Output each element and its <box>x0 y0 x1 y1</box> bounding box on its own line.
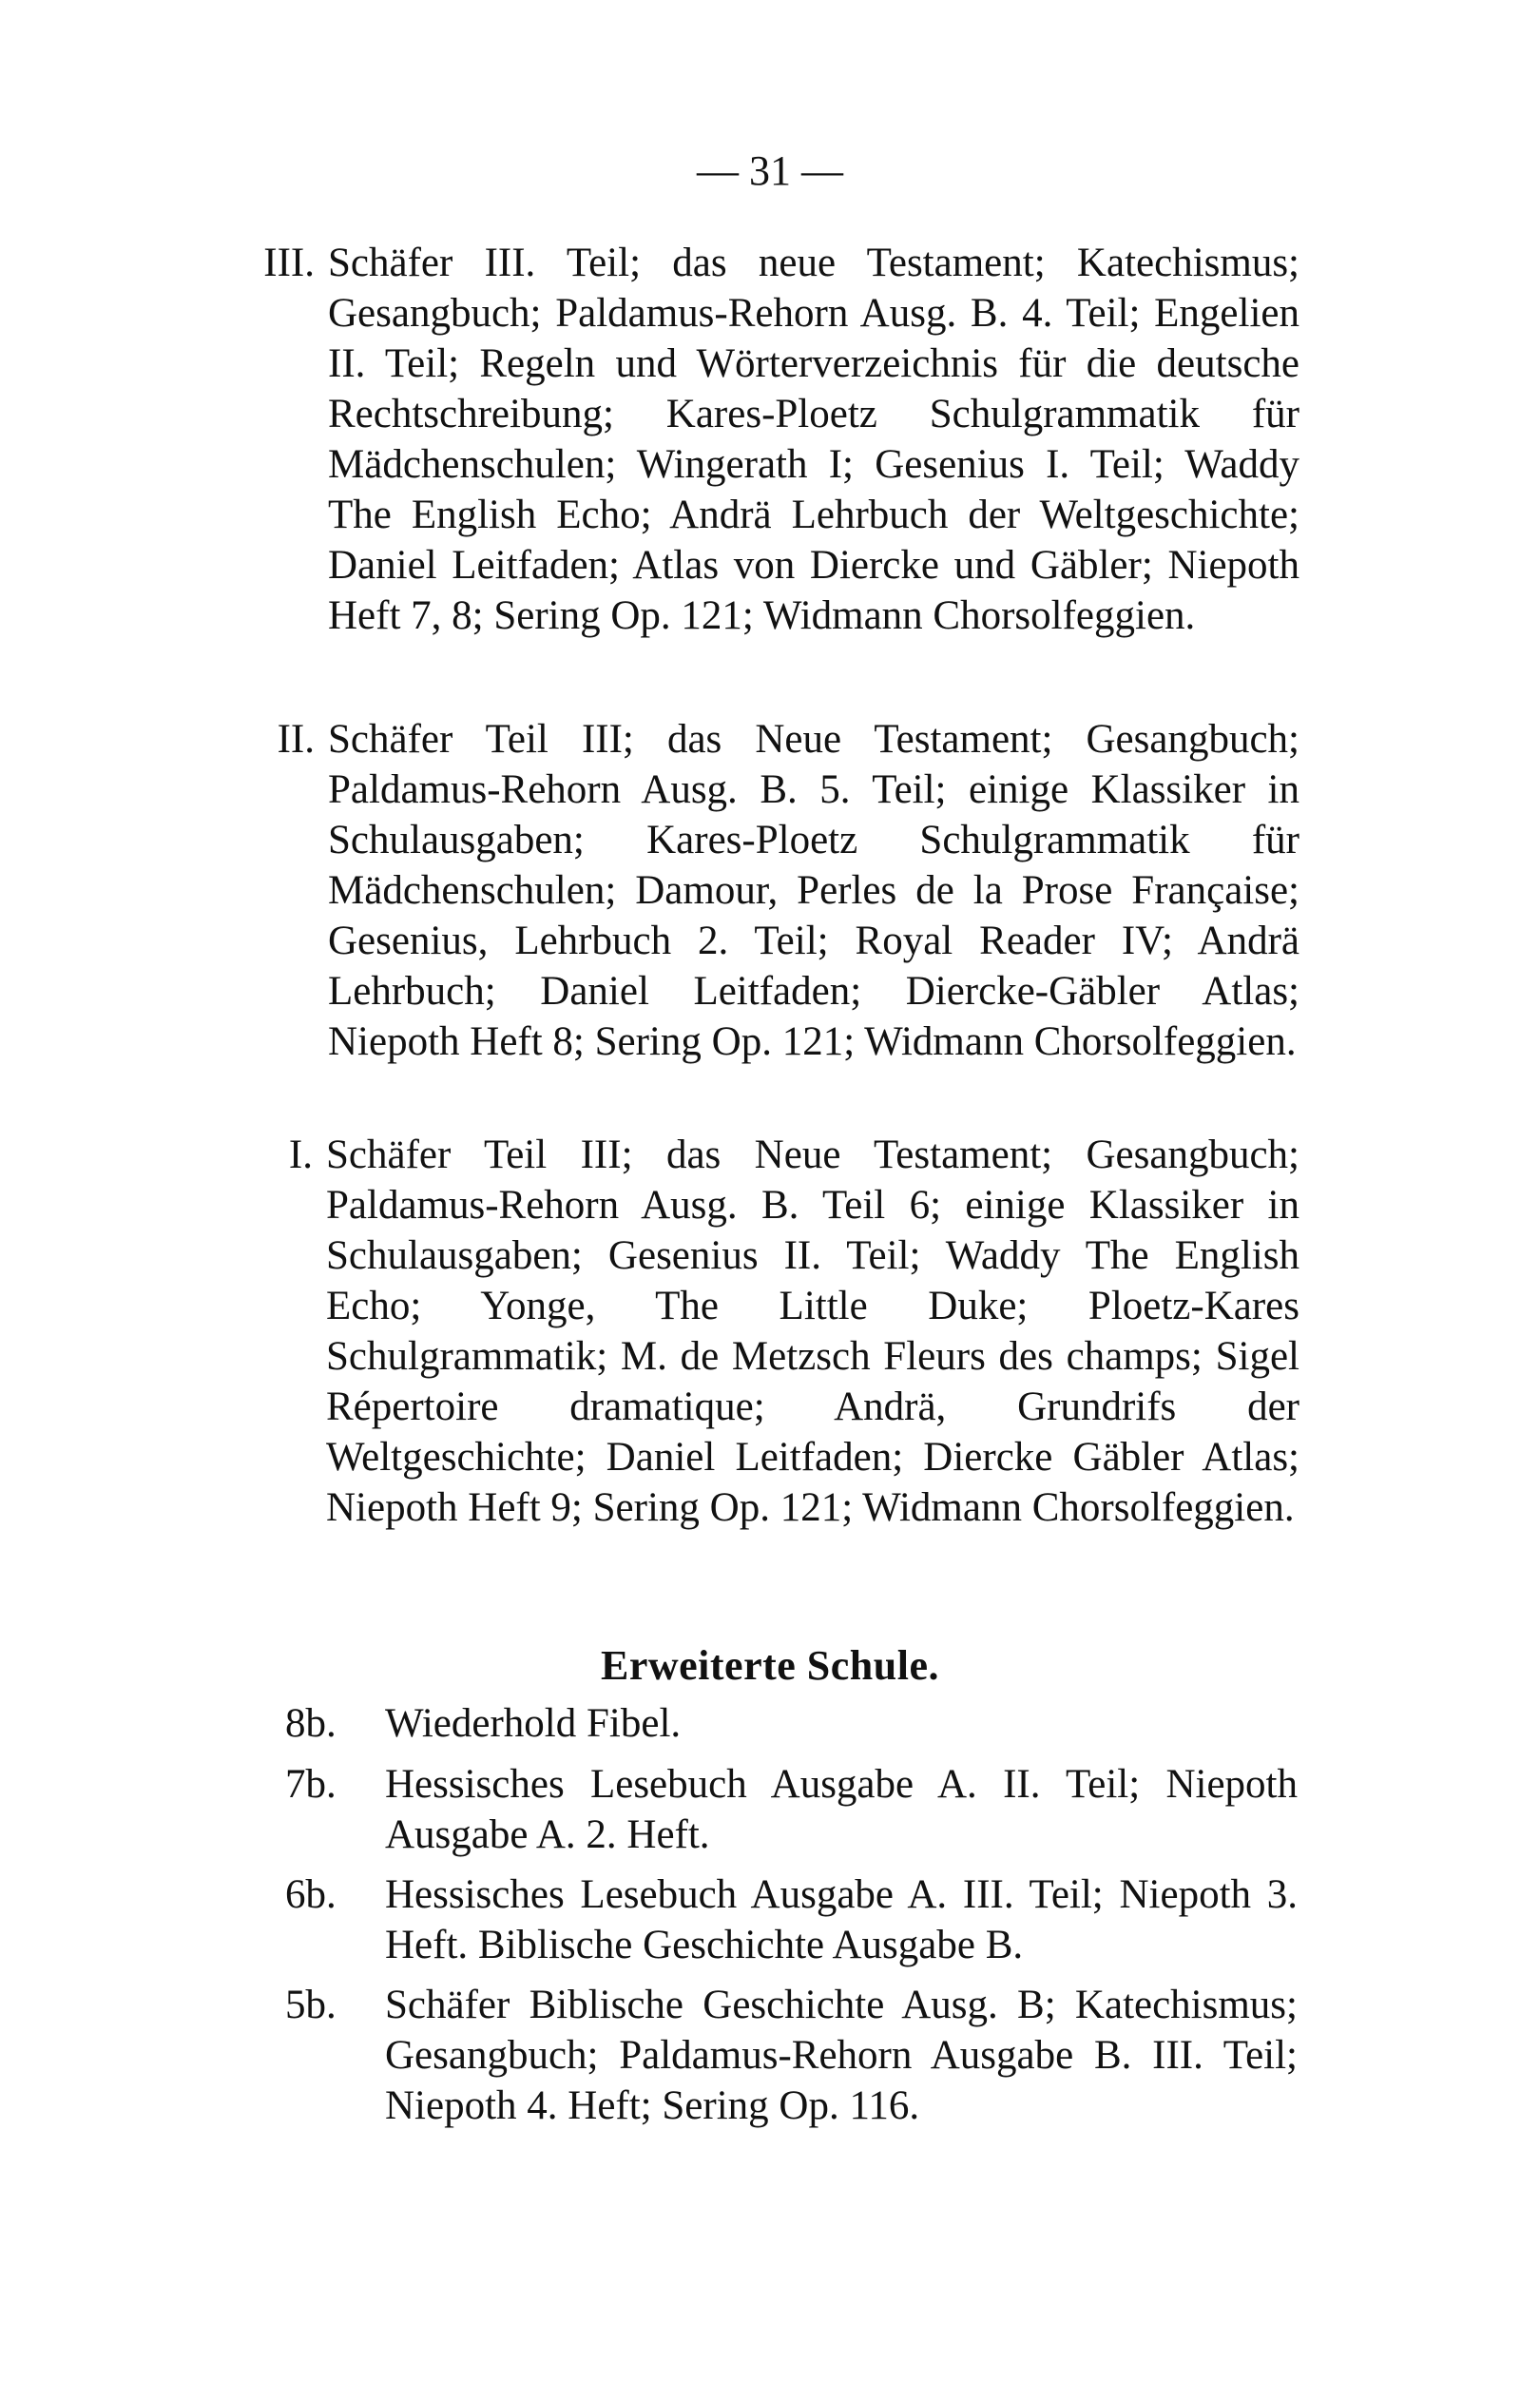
entry-6b <box>285 1869 1298 1970</box>
entry-label: 7b. <box>285 1762 337 1807</box>
page-number: — 31 — <box>697 147 843 194</box>
class-label: III. <box>263 241 315 285</box>
entry-text: Hessisches Lesebuch Ausgabe A. II. Teil; Niepoth Ausgabe A. 2. Heft. <box>385 1762 1298 1857</box>
class-text: Schäfer Teil III; das Neue Testament; Gesangbuch; Paldamus-Rehorn Ausg. B. 5. Teil; einige Klassiker in Schulausgaben; Kares-Ploetz Schulgrammatik für Mädchenschulen; Damour, Perles de la Prose Française; Gesenius, Lehrbuch 2. Teil; Royal Reader IV; Andrä Lehrbuch; Daniel Leitfaden; Diercke-Gäbler Atlas; Niepoth Heft 8; Sering Op. 121; Widmann Chorsolfeggien. <box>328 717 1299 1064</box>
entry-8b <box>285 1698 1298 1749</box>
section-heading: Erweiterte Schule. <box>601 1642 939 1689</box>
entry-text: Schäfer Biblische Geschichte Ausg. B; Katechismus; Gesangbuch; Paldamus-Rehorn Ausgabe B. III. Teil; Niepoth 4. Heft; Sering Op. 116. <box>385 1983 1298 2128</box>
entry-label: 6b. <box>285 1872 337 1917</box>
entry-text: Wiederhold Fibel. <box>385 1701 682 1746</box>
entry-label: 5b. <box>285 1983 337 2027</box>
class-text: Schäfer III. Teil; das neue Testament; Katechismus; Gesangbuch; Paldamus-Rehorn Ausg. B. 4. Teil; Engelien II. Teil; Regeln und Wörterverzeichnis für die deutsche Rechtschreibung; Kares-Ploetz Schulgrammatik für Mädchenschulen; Wingerath I; Gesenius I. Teil; Waddy The English Echo; Andrä Lehrbuch der Weltgeschichte; Daniel Leitfaden; Atlas von Diercke und Gäbler; Niepoth Heft 7, 8; Sering Op. 121; Widmann Chorsolfeggien. <box>328 241 1299 638</box>
entry-7b <box>285 1759 1298 1860</box>
entry-label: 8b. <box>285 1701 337 1746</box>
entry-5b <box>285 1980 1298 2131</box>
class-label: I. <box>288 1133 313 1177</box>
class-section-iii <box>263 238 1299 641</box>
class-text: Schäfer Teil III; das Neue Testament; Gesangbuch; Paldamus-Rehorn Ausg. B. Teil 6; einige Klassiker in Schulausgaben; Gesenius II. Teil; Waddy The English Echo; Yonge, The Little Duke; Ploetz-Kares Schulgrammatik; M. de Metzsch Fleurs des champs; Sigel Répertoire dramatique; Andrä, Grundrifs der Weltgeschichte; Daniel Leitfaden; Diercke Gäbler Atlas; Niepoth Heft 9; Sering Op. 121; Widmann Chorsolfeggien. <box>326 1133 1299 1530</box>
class-section-ii <box>277 714 1299 1067</box>
class-section-i <box>288 1130 1299 1533</box>
class-label: II. <box>277 717 315 762</box>
entry-text: Hessisches Lesebuch Ausgabe A. III. Teil; Niepoth 3. Heft. Biblische Geschichte Ausgabe B. <box>385 1872 1298 1967</box>
